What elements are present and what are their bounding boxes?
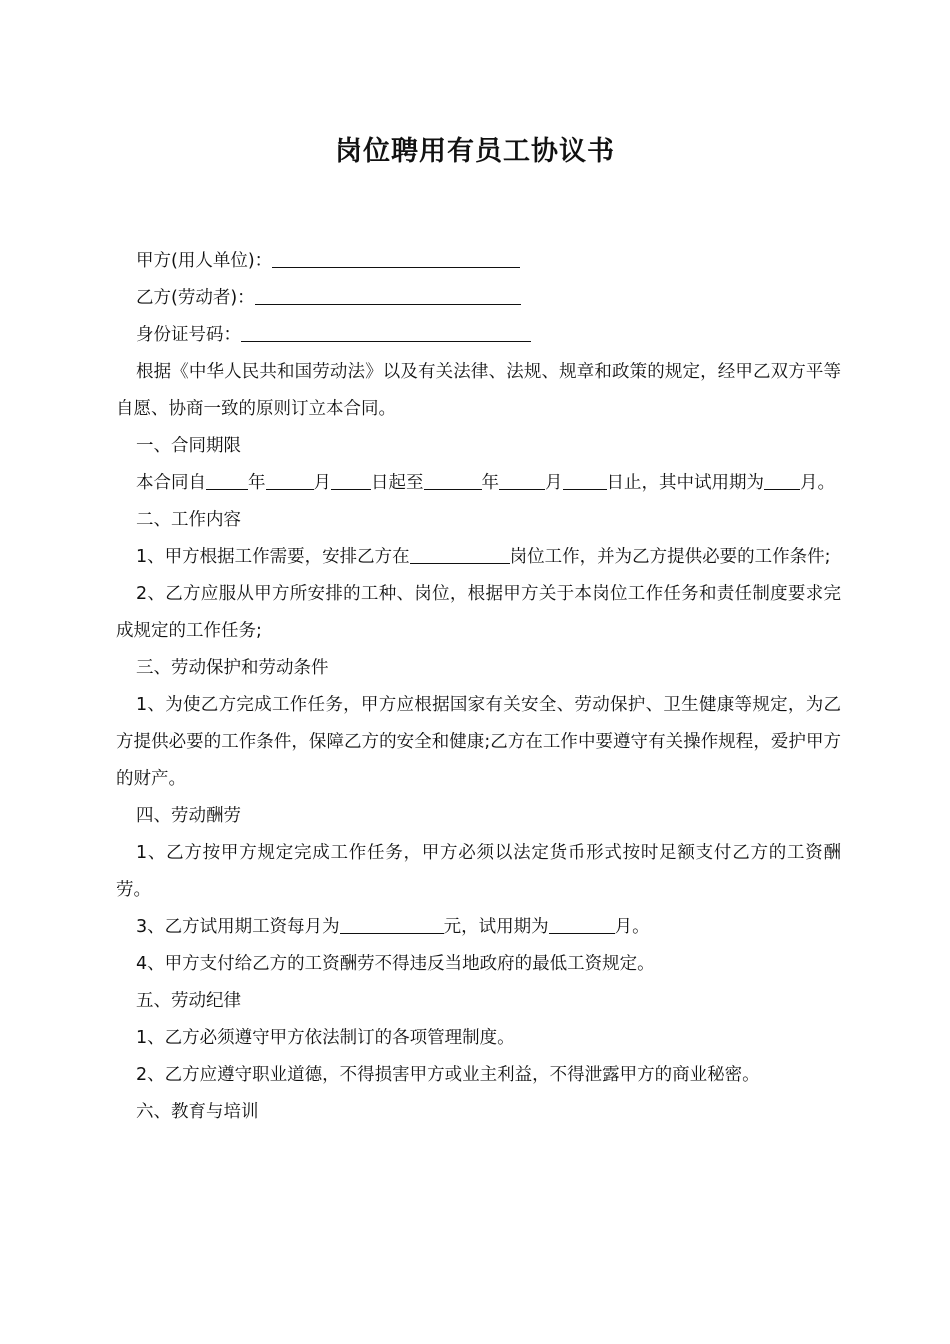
intro-paragraph: 根据《中华人民共和国劳动法》以及有关法律、法规、规章和政策的规定，经甲乙双方平等自愿、协商一致的原则订立本合同。 <box>116 362 841 419</box>
s2-item1-text-b: 岗位工作，并为乙方提供必要的工作条件; <box>509 547 831 567</box>
position-blank <box>410 545 510 564</box>
section-1-term <box>116 465 841 502</box>
end-month-blank <box>499 471 545 490</box>
section-2-heading: 二、工作内容 <box>136 510 241 530</box>
section-4-item-3 <box>116 909 841 946</box>
salary-blank <box>340 915 444 934</box>
term-text-e: 年 <box>481 473 499 493</box>
party-a-line <box>116 243 841 280</box>
term-text-c: 月 <box>313 473 331 493</box>
id-line <box>116 317 841 354</box>
term-text-a: 本合同自 <box>136 473 206 493</box>
party-a-blank <box>272 249 520 268</box>
section-5-item-1: 1、乙方必须遵守甲方依法制订的各项管理制度。 <box>136 1028 515 1048</box>
party-b-label: 乙方(劳动者)： <box>136 288 255 308</box>
s4-item3-text-a: 3、乙方试用期工资每月为 <box>136 917 340 937</box>
section-3-item-1: 1、为使乙方完成工作任务，甲方应根据国家有关安全、劳动保护、卫生健康等规定，为乙方提供必要的工作条件，保障乙方的安全和健康;乙方在工作中要遵守有关操作规程，爱护甲方的财产。 <box>116 695 841 789</box>
section-5-heading: 五、劳动纪律 <box>136 991 241 1011</box>
party-b-line <box>116 280 841 317</box>
term-text-h: 月。 <box>800 473 835 493</box>
start-month-blank <box>266 471 314 490</box>
section-4-heading: 四、劳动酬劳 <box>136 806 241 826</box>
section-2-item-1 <box>116 539 841 576</box>
s2-item1-text-a: 1、甲方根据工作需要，安排乙方在 <box>136 547 410 567</box>
section-6-heading: 六、教育与培训 <box>136 1102 259 1122</box>
section-5-item-2: 2、乙方应遵守职业道德，不得损害甲方或业主利益，不得泄露甲方的商业秘密。 <box>136 1065 760 1085</box>
section-4-item-4: 4、甲方支付给乙方的工资酬劳不得违反当地政府的最低工资规定。 <box>136 954 655 974</box>
party-a-label: 甲方(用人单位)： <box>136 251 273 271</box>
end-day-blank <box>563 471 607 490</box>
term-text-g: 日止，其中试用期为 <box>606 473 764 493</box>
id-blank <box>241 323 531 342</box>
s4-item3-text-c: 月。 <box>614 917 650 937</box>
document-title: 岗位聘用有员工协议书 <box>335 136 615 167</box>
term-text-f: 月 <box>545 473 563 493</box>
end-year-blank <box>424 471 482 490</box>
term-text-d: 日起至 <box>371 473 424 493</box>
term-text-b: 年 <box>248 473 266 493</box>
section-2-item-2: 2、乙方应服从甲方所安排的工种、岗位，根据甲方关于本岗位工作任务和责任制度要求完成规定的工作任务; <box>116 584 841 641</box>
section-1-heading: 一、合同期限 <box>136 436 241 456</box>
document-body <box>116 243 841 1131</box>
section-4-item-1: 1、乙方按甲方规定完成工作任务，甲方必须以法定货币形式按时足额支付乙方的工资酬劳。 <box>116 843 841 900</box>
start-day-blank <box>331 471 371 490</box>
s4-item3-text-b: 元，试用期为 <box>443 917 549 937</box>
party-b-blank <box>255 286 521 305</box>
probation-blank <box>764 471 800 490</box>
start-year-blank <box>206 471 248 490</box>
id-label: 身份证号码： <box>136 325 241 345</box>
probation-period-blank <box>549 915 615 934</box>
section-3-heading: 三、劳动保护和劳动条件 <box>136 658 329 678</box>
